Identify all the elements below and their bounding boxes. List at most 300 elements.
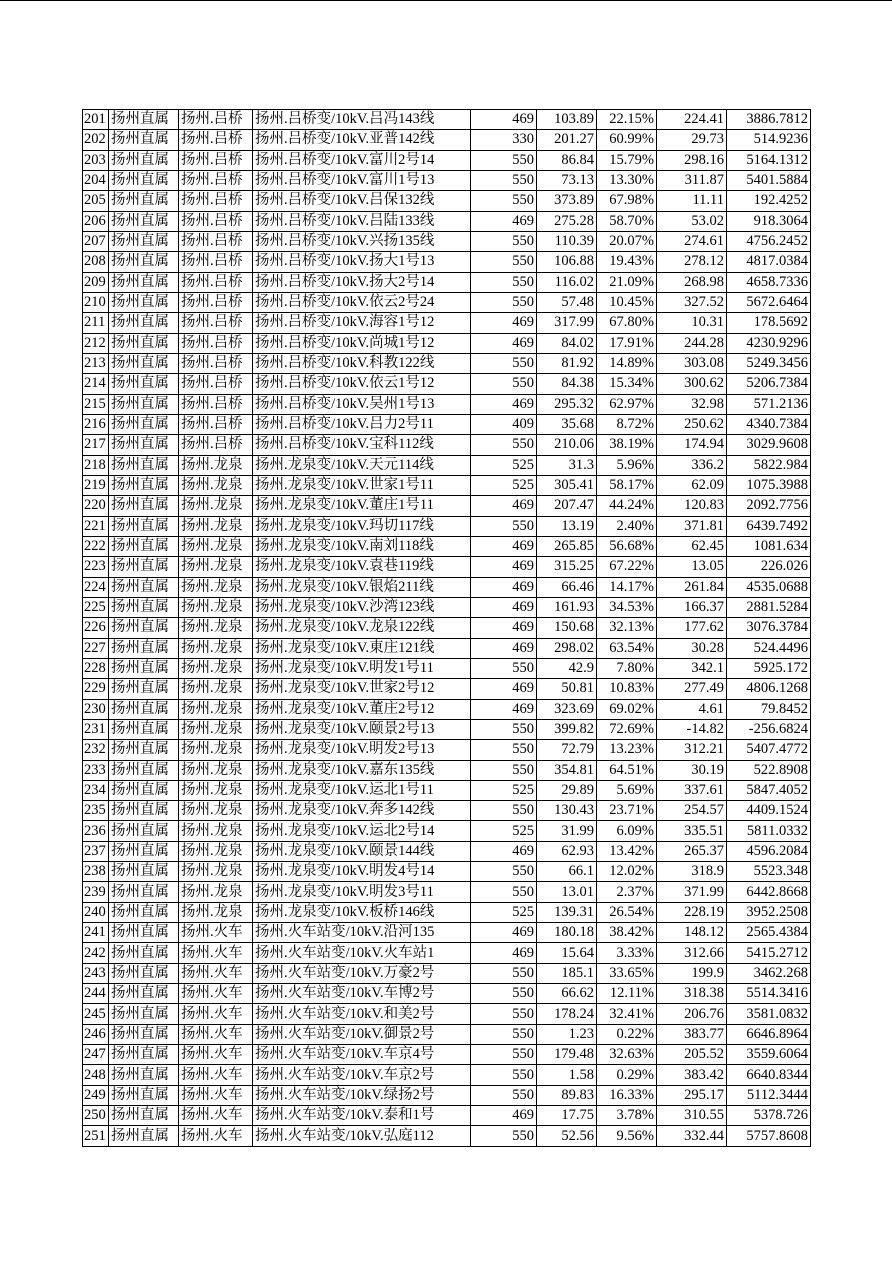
cell-load: 180.18 [537, 923, 597, 943]
cell-spare: 383.42 [657, 1065, 727, 1085]
cell-station: 扬州.火车 [179, 1045, 253, 1065]
cell-org: 扬州直属 [109, 130, 179, 150]
cell-spare: 228.19 [657, 902, 727, 922]
cell-feeder: 扬州.火车站变/10kV.和美2号 [253, 1004, 471, 1024]
cell-index: 243 [83, 963, 109, 983]
cell-feeder: 扬州.吕桥变/10kV.吕保132线 [253, 191, 471, 211]
cell-load: 1.58 [537, 1065, 597, 1085]
cell-load: 15.64 [537, 943, 597, 963]
cell-capacity: 550 [471, 1024, 537, 1044]
table-row [83, 252, 811, 272]
cell-feeder: 扬州.吕桥变/10kV.科教122线 [253, 353, 471, 373]
cell-spare-value: 6646.8964 [727, 1024, 811, 1044]
table-row [83, 821, 811, 841]
cell-load-rate: 6.09% [597, 821, 657, 841]
cell-index: 216 [83, 414, 109, 434]
cell-org: 扬州直属 [109, 923, 179, 943]
cell-index: 248 [83, 1065, 109, 1085]
cell-feeder: 扬州.吕桥变/10kV.依云2号24 [253, 292, 471, 312]
cell-load: 13.19 [537, 516, 597, 536]
table-row [83, 1024, 811, 1044]
cell-load: 399.82 [537, 719, 597, 739]
cell-feeder: 扬州.火车站变/10kV.车博2号 [253, 984, 471, 1004]
cell-index: 227 [83, 638, 109, 658]
cell-index: 226 [83, 618, 109, 638]
cell-org: 扬州直属 [109, 658, 179, 678]
cell-feeder: 扬州.龙泉变/10kV.明发3号11 [253, 882, 471, 902]
cell-station: 扬州.龙泉 [179, 618, 253, 638]
cell-capacity: 469 [471, 333, 537, 353]
table-row [83, 231, 811, 251]
cell-spare-value: 3886.7812 [727, 110, 811, 130]
cell-org: 扬州直属 [109, 963, 179, 983]
table-row [83, 841, 811, 861]
cell-feeder: 扬州.龙泉变/10kV.世家1号11 [253, 475, 471, 495]
cell-index: 205 [83, 191, 109, 211]
cell-org: 扬州直属 [109, 231, 179, 251]
cell-load: 42.9 [537, 658, 597, 678]
cell-load: 84.38 [537, 374, 597, 394]
cell-station: 扬州.龙泉 [179, 516, 253, 536]
cell-station: 扬州.火车 [179, 1106, 253, 1126]
table-row [83, 1045, 811, 1065]
cell-station: 扬州.龙泉 [179, 557, 253, 577]
cell-spare: 29.73 [657, 130, 727, 150]
cell-capacity: 550 [471, 1065, 537, 1085]
cell-station: 扬州.火车 [179, 1085, 253, 1105]
table-row [83, 780, 811, 800]
cell-spare-value: 4596.2084 [727, 841, 811, 861]
cell-index: 250 [83, 1106, 109, 1126]
cell-org: 扬州直属 [109, 638, 179, 658]
cell-load: 84.02 [537, 333, 597, 353]
cell-feeder: 扬州.吕桥变/10kV.吕陆133线 [253, 211, 471, 231]
cell-spare-value: 5811.0332 [727, 821, 811, 841]
cell-load-rate: 22.15% [597, 110, 657, 130]
cell-capacity: 469 [471, 943, 537, 963]
cell-spare: 11.11 [657, 191, 727, 211]
cell-spare: 174.94 [657, 435, 727, 455]
cell-load-rate: 67.80% [597, 313, 657, 333]
cell-station: 扬州.龙泉 [179, 882, 253, 902]
cell-org: 扬州直属 [109, 618, 179, 638]
cell-capacity: 550 [471, 719, 537, 739]
cell-load: 150.68 [537, 618, 597, 638]
cell-feeder: 扬州.吕桥变/10kV.富川1号13 [253, 170, 471, 190]
cell-load: 315.25 [537, 557, 597, 577]
cell-spare-value: 6442.8668 [727, 882, 811, 902]
cell-spare: 312.21 [657, 740, 727, 760]
page-top-rule [0, 0, 892, 1]
cell-feeder: 扬州.火车站变/10kV.火车站1 [253, 943, 471, 963]
cell-spare-value: 571.2136 [727, 394, 811, 414]
cell-load: 110.39 [537, 231, 597, 251]
cell-feeder: 扬州.吕桥变/10kV.吕力2号11 [253, 414, 471, 434]
cell-spare-value: 192.4252 [727, 191, 811, 211]
table-row [83, 984, 811, 1004]
cell-capacity: 469 [471, 577, 537, 597]
cell-station: 扬州.火车 [179, 984, 253, 1004]
cell-feeder: 扬州.火车站变/10kV.沿河135 [253, 923, 471, 943]
cell-spare-value: 2092.7756 [727, 496, 811, 516]
cell-index: 241 [83, 923, 109, 943]
cell-station: 扬州.吕桥 [179, 313, 253, 333]
cell-spare: 274.61 [657, 231, 727, 251]
cell-spare: 199.9 [657, 963, 727, 983]
cell-station: 扬州.火车 [179, 963, 253, 983]
cell-spare-value: 178.5692 [727, 313, 811, 333]
table-row [83, 333, 811, 353]
cell-spare-value: 4535.0688 [727, 577, 811, 597]
cell-load-rate: 19.43% [597, 252, 657, 272]
cell-feeder: 扬州.龙泉变/10kV.世家2号12 [253, 679, 471, 699]
cell-load-rate: 56.68% [597, 536, 657, 556]
cell-load-rate: 20.07% [597, 231, 657, 251]
table-row [83, 1065, 811, 1085]
cell-capacity: 525 [471, 475, 537, 495]
cell-org: 扬州直属 [109, 740, 179, 760]
cell-load: 1.23 [537, 1024, 597, 1044]
table-row [83, 191, 811, 211]
cell-spare: 205.52 [657, 1045, 727, 1065]
cell-org: 扬州直属 [109, 943, 179, 963]
cell-index: 234 [83, 780, 109, 800]
cell-load: 210.06 [537, 435, 597, 455]
cell-capacity: 550 [471, 1085, 537, 1105]
cell-feeder: 扬州.火车站变/10kV.万豪2号 [253, 963, 471, 983]
cell-spare: 62.09 [657, 475, 727, 495]
cell-feeder: 扬州.龙泉变/10kV.颐景2号13 [253, 719, 471, 739]
cell-load: 73.13 [537, 170, 597, 190]
table-row [83, 536, 811, 556]
cell-spare: 261.84 [657, 577, 727, 597]
cell-load-rate: 5.69% [597, 780, 657, 800]
cell-spare-value: 5757.8608 [727, 1126, 811, 1146]
cell-load: 130.43 [537, 801, 597, 821]
table-row [83, 496, 811, 516]
cell-org: 扬州直属 [109, 801, 179, 821]
cell-index: 240 [83, 902, 109, 922]
cell-capacity: 550 [471, 882, 537, 902]
cell-feeder: 扬州.龙泉变/10kV.玛切117线 [253, 516, 471, 536]
cell-station: 扬州.火车 [179, 943, 253, 963]
cell-index: 231 [83, 719, 109, 739]
cell-index: 202 [83, 130, 109, 150]
cell-feeder: 扬州.吕桥变/10kV.吕冯143线 [253, 110, 471, 130]
cell-spare-value: 3076.3784 [727, 618, 811, 638]
cell-load: 89.83 [537, 1085, 597, 1105]
cell-capacity: 525 [471, 455, 537, 475]
cell-station: 扬州.龙泉 [179, 740, 253, 760]
cell-capacity: 550 [471, 191, 537, 211]
cell-spare: 120.83 [657, 496, 727, 516]
cell-spare: 337.61 [657, 780, 727, 800]
cell-spare: 318.9 [657, 862, 727, 882]
cell-spare: 298.16 [657, 150, 727, 170]
cell-spare-value: 5523.348 [727, 862, 811, 882]
cell-spare: 303.08 [657, 353, 727, 373]
cell-index: 212 [83, 333, 109, 353]
cell-spare-value: 4409.1524 [727, 801, 811, 821]
cell-feeder: 扬州.龙泉变/10kV.明发2号13 [253, 740, 471, 760]
cell-capacity: 550 [471, 272, 537, 292]
cell-org: 扬州直属 [109, 1126, 179, 1146]
table-row [83, 923, 811, 943]
cell-load: 106.88 [537, 252, 597, 272]
cell-index: 203 [83, 150, 109, 170]
cell-station: 扬州.吕桥 [179, 231, 253, 251]
cell-station: 扬州.龙泉 [179, 699, 253, 719]
cell-spare: 336.2 [657, 455, 727, 475]
table-row [83, 1004, 811, 1024]
cell-load-rate: 44.24% [597, 496, 657, 516]
cell-spare: 30.19 [657, 760, 727, 780]
cell-spare: 268.98 [657, 272, 727, 292]
cell-org: 扬州直属 [109, 516, 179, 536]
cell-station: 扬州.龙泉 [179, 658, 253, 678]
cell-feeder: 扬州.吕桥变/10kV.富川2号14 [253, 150, 471, 170]
cell-station: 扬州.火车 [179, 1024, 253, 1044]
cell-org: 扬州直属 [109, 557, 179, 577]
cell-feeder: 扬州.龙泉变/10kV.沙湾123线 [253, 597, 471, 617]
cell-feeder: 扬州.龙泉变/10kV.嘉东135线 [253, 760, 471, 780]
cell-org: 扬州直属 [109, 984, 179, 1004]
cell-capacity: 469 [471, 841, 537, 861]
cell-capacity: 469 [471, 394, 537, 414]
cell-index: 215 [83, 394, 109, 414]
cell-capacity: 550 [471, 740, 537, 760]
cell-index: 204 [83, 170, 109, 190]
cell-feeder: 扬州.吕桥变/10kV.兴扬135线 [253, 231, 471, 251]
cell-spare-value: 3952.2508 [727, 902, 811, 922]
cell-station: 扬州.龙泉 [179, 475, 253, 495]
cell-spare-value: 5112.3444 [727, 1085, 811, 1105]
cell-load-rate: 7.80% [597, 658, 657, 678]
cell-index: 214 [83, 374, 109, 394]
cell-org: 扬州直属 [109, 780, 179, 800]
cell-feeder: 扬州.龙泉变/10kV.龙泉122线 [253, 618, 471, 638]
cell-org: 扬州直属 [109, 699, 179, 719]
cell-load-rate: 72.69% [597, 719, 657, 739]
cell-load-rate: 13.30% [597, 170, 657, 190]
cell-org: 扬州直属 [109, 902, 179, 922]
cell-capacity: 550 [471, 374, 537, 394]
cell-station: 扬州.吕桥 [179, 130, 253, 150]
cell-spare-value: 4817.0384 [727, 252, 811, 272]
cell-station: 扬州.吕桥 [179, 211, 253, 231]
cell-load: 72.79 [537, 740, 597, 760]
cell-feeder: 扬州.龙泉变/10kV.运北2号14 [253, 821, 471, 841]
cell-load: 201.27 [537, 130, 597, 150]
cell-capacity: 550 [471, 963, 537, 983]
table-row [83, 414, 811, 434]
cell-load-rate: 32.41% [597, 1004, 657, 1024]
cell-capacity: 469 [471, 211, 537, 231]
cell-org: 扬州直属 [109, 577, 179, 597]
cell-feeder: 扬州.吕桥变/10kV.亚普142线 [253, 130, 471, 150]
cell-station: 扬州.龙泉 [179, 801, 253, 821]
cell-org: 扬州直属 [109, 1045, 179, 1065]
cell-org: 扬州直属 [109, 1024, 179, 1044]
cell-feeder: 扬州.龙泉变/10kV.東庄121线 [253, 638, 471, 658]
cell-spare-value: 5822.984 [727, 455, 811, 475]
cell-capacity: 550 [471, 984, 537, 1004]
cell-spare: 4.61 [657, 699, 727, 719]
cell-feeder: 扬州.龙泉变/10kV.南刘118线 [253, 536, 471, 556]
cell-load: 317.99 [537, 313, 597, 333]
cell-load: 35.68 [537, 414, 597, 434]
cell-capacity: 550 [471, 435, 537, 455]
cell-load-rate: 58.70% [597, 211, 657, 231]
cell-spare-value: 4340.7384 [727, 414, 811, 434]
cell-org: 扬州直属 [109, 211, 179, 231]
cell-load-rate: 0.29% [597, 1065, 657, 1085]
cell-load: 207.47 [537, 496, 597, 516]
cell-load: 62.93 [537, 841, 597, 861]
table-row [83, 272, 811, 292]
cell-spare-value: 2881.5284 [727, 597, 811, 617]
cell-capacity: 525 [471, 821, 537, 841]
cell-capacity: 469 [471, 597, 537, 617]
cell-org: 扬州直属 [109, 719, 179, 739]
cell-station: 扬州.吕桥 [179, 170, 253, 190]
cell-spare-value: 1081.634 [727, 536, 811, 556]
cell-load: 116.02 [537, 272, 597, 292]
cell-capacity: 550 [471, 353, 537, 373]
cell-index: 244 [83, 984, 109, 1004]
cell-capacity: 550 [471, 760, 537, 780]
cell-station: 扬州.龙泉 [179, 760, 253, 780]
cell-org: 扬州直属 [109, 862, 179, 882]
cell-index: 238 [83, 862, 109, 882]
cell-spare: 277.49 [657, 679, 727, 699]
cell-org: 扬州直属 [109, 435, 179, 455]
cell-station: 扬州.吕桥 [179, 333, 253, 353]
cell-capacity: 550 [471, 1004, 537, 1024]
cell-feeder: 扬州.龙泉变/10kV.板桥146线 [253, 902, 471, 922]
cell-spare: 332.44 [657, 1126, 727, 1146]
cell-load-rate: 67.98% [597, 191, 657, 211]
cell-spare-value: 514.9236 [727, 130, 811, 150]
table-row [83, 801, 811, 821]
cell-org: 扬州直属 [109, 292, 179, 312]
cell-spare: 13.05 [657, 557, 727, 577]
table-row [83, 150, 811, 170]
cell-load: 31.3 [537, 455, 597, 475]
cell-load-rate: 15.34% [597, 374, 657, 394]
cell-spare-value: 5514.3416 [727, 984, 811, 1004]
table-row [83, 455, 811, 475]
cell-capacity: 550 [471, 170, 537, 190]
cell-spare-value: 226.026 [727, 557, 811, 577]
cell-org: 扬州直属 [109, 1106, 179, 1126]
cell-index: 245 [83, 1004, 109, 1024]
cell-capacity: 550 [471, 150, 537, 170]
cell-load: 185.1 [537, 963, 597, 983]
cell-station: 扬州.龙泉 [179, 862, 253, 882]
cell-load: 66.46 [537, 577, 597, 597]
cell-spare: 342.1 [657, 658, 727, 678]
table-row [83, 679, 811, 699]
cell-org: 扬州直属 [109, 414, 179, 434]
cell-capacity: 469 [471, 496, 537, 516]
cell-capacity: 550 [471, 292, 537, 312]
cell-spare: 177.62 [657, 618, 727, 638]
cell-feeder: 扬州.龙泉变/10kV.运北1号11 [253, 780, 471, 800]
cell-index: 201 [83, 110, 109, 130]
cell-spare: 265.37 [657, 841, 727, 861]
cell-index: 211 [83, 313, 109, 333]
cell-load-rate: 69.02% [597, 699, 657, 719]
cell-load: 81.92 [537, 353, 597, 373]
cell-load-rate: 0.22% [597, 1024, 657, 1044]
cell-load-rate: 23.71% [597, 801, 657, 821]
cell-feeder: 扬州.吕桥变/10kV.尚城1号12 [253, 333, 471, 353]
cell-spare-value: 5401.5884 [727, 170, 811, 190]
table-row [83, 353, 811, 373]
cell-load: 298.02 [537, 638, 597, 658]
cell-feeder: 扬州.吕桥变/10kV.吴州1号13 [253, 394, 471, 414]
cell-spare: 383.77 [657, 1024, 727, 1044]
cell-capacity: 550 [471, 1126, 537, 1146]
cell-load-rate: 8.72% [597, 414, 657, 434]
cell-load-rate: 2.40% [597, 516, 657, 536]
cell-station: 扬州.龙泉 [179, 455, 253, 475]
cell-load: 139.31 [537, 902, 597, 922]
cell-index: 221 [83, 516, 109, 536]
cell-load-rate: 12.02% [597, 862, 657, 882]
table-row [83, 435, 811, 455]
cell-org: 扬州直属 [109, 475, 179, 495]
cell-load: 305.41 [537, 475, 597, 495]
cell-spare-value: 4230.9296 [727, 333, 811, 353]
cell-load: 178.24 [537, 1004, 597, 1024]
cell-spare-value: 5164.1312 [727, 150, 811, 170]
cell-spare-value: 6640.8344 [727, 1065, 811, 1085]
cell-index: 220 [83, 496, 109, 516]
cell-load-rate: 21.09% [597, 272, 657, 292]
cell-feeder: 扬州.吕桥变/10kV.扬大2号14 [253, 272, 471, 292]
cell-station: 扬州.火车 [179, 1065, 253, 1085]
cell-load: 31.99 [537, 821, 597, 841]
cell-spare-value: 3581.0832 [727, 1004, 811, 1024]
cell-load: 57.48 [537, 292, 597, 312]
cell-load-rate: 3.33% [597, 943, 657, 963]
cell-capacity: 469 [471, 618, 537, 638]
table-row [83, 557, 811, 577]
cell-feeder: 扬州.吕桥变/10kV.海容1号12 [253, 313, 471, 333]
cell-spare-value: 3559.6064 [727, 1045, 811, 1065]
cell-org: 扬州直属 [109, 170, 179, 190]
cell-feeder: 扬州.龙泉变/10kV.董庄2号12 [253, 699, 471, 719]
cell-org: 扬州直属 [109, 821, 179, 841]
cell-station: 扬州.龙泉 [179, 536, 253, 556]
cell-station: 扬州.龙泉 [179, 719, 253, 739]
cell-spare: 224.41 [657, 110, 727, 130]
cell-capacity: 469 [471, 557, 537, 577]
cell-index: 229 [83, 679, 109, 699]
cell-load: 323.69 [537, 699, 597, 719]
cell-load-rate: 64.51% [597, 760, 657, 780]
cell-capacity: 469 [471, 313, 537, 333]
cell-org: 扬州直属 [109, 272, 179, 292]
cell-load: 52.56 [537, 1126, 597, 1146]
cell-index: 246 [83, 1024, 109, 1044]
cell-spare: 371.81 [657, 516, 727, 536]
cell-index: 237 [83, 841, 109, 861]
cell-spare-value: 4658.7336 [727, 272, 811, 292]
cell-org: 扬州直属 [109, 1004, 179, 1024]
